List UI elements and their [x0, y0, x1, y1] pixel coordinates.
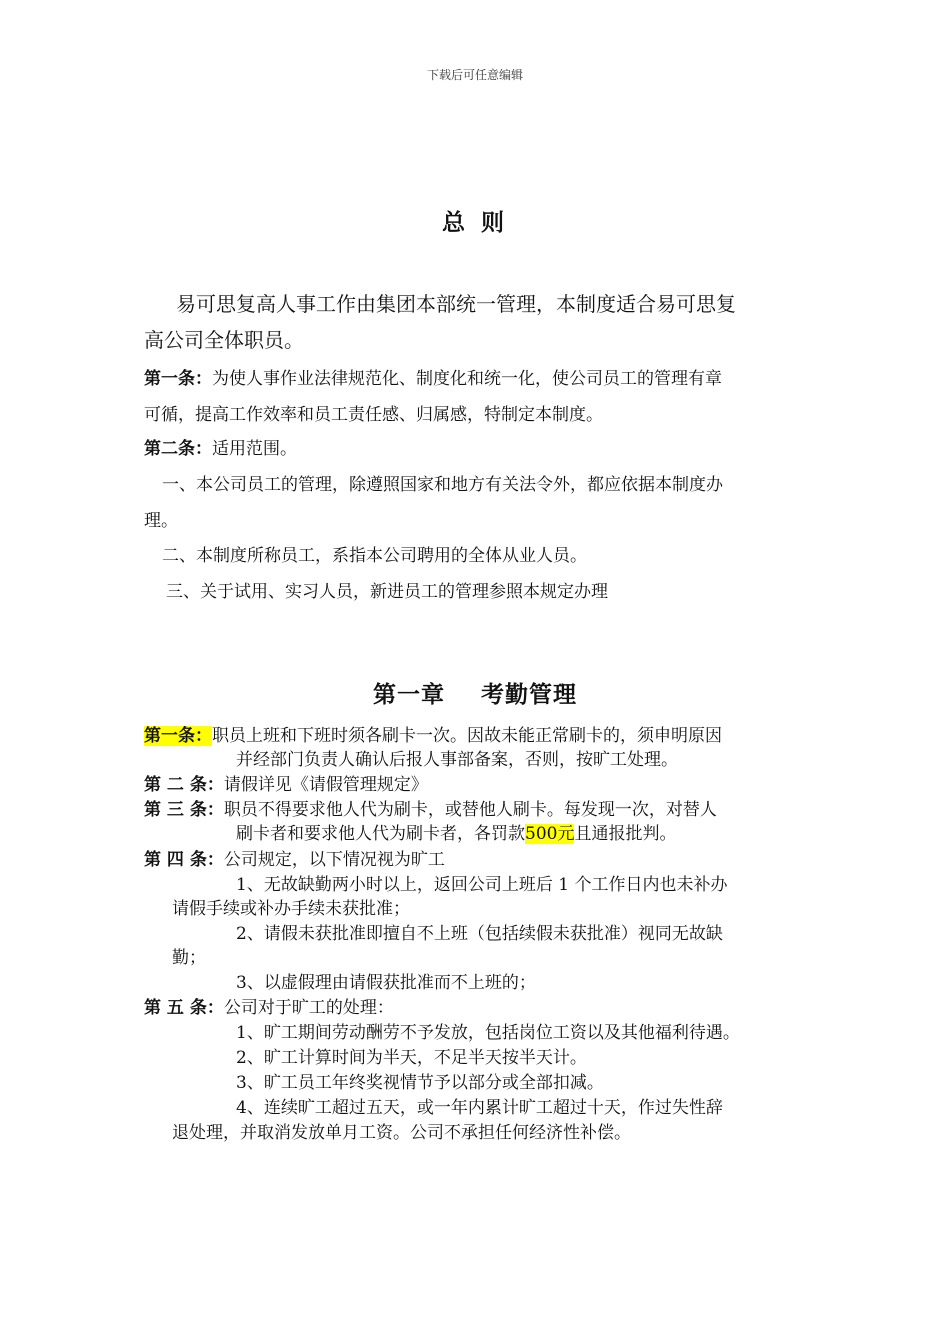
chapter-1-title: 第一章 考勤管理 — [372, 681, 578, 708]
ch1-article-3-text-b: 且通报批判。 — [574, 824, 677, 844]
general-title: 总 则 — [441, 209, 508, 236]
intro-line-1: 易可思复高人事工作由集团本部统一管理，本制度适合易可思复 — [176, 292, 736, 316]
article-2-text: 适用范围。 — [212, 439, 297, 459]
ch1-article-3 — [144, 795, 717, 820]
ch1-article-1-text: 职员上班和下班时须各刷卡一次。因故未能正常刷卡的，须申明原因 — [212, 726, 722, 746]
ch1-article-3-text: 职员不得要求他人代为刷卡，或替他人刷卡。每发现一次，对替人 — [223, 800, 717, 820]
ch1-article-5-text: 公司对于旷工的处理： — [223, 998, 394, 1018]
absence-case-2-cont: 勤； — [172, 948, 206, 968]
absence-case-3: 3、以虚假理由请假获批准而不上班的； — [236, 973, 536, 993]
ch1-article-5 — [144, 993, 394, 1018]
penalty-item-2: 2、旷工计算时间为半天，不足半天按半天计。 — [236, 1048, 587, 1068]
article-1-text: 为使人事作业法律规范化、制度化和统一化，使公司员工的管理有章 — [212, 369, 722, 389]
penalty-item-4: 4、连续旷工超过五天，或一年内累计旷工超过十天，作过失性辞 — [236, 1098, 723, 1118]
intro-line-2: 高公司全体职员。 — [144, 328, 304, 352]
article-1-label: 第一条： — [144, 369, 212, 389]
ch1-article-4-text: 公司规定，以下情况视为旷工 — [223, 850, 445, 870]
ch1-article-3-text-a: 刷卡者和要求他人代为刷卡者，各罚款 — [236, 824, 525, 844]
ch1-article-3-label: 第 三 条： — [144, 800, 224, 820]
ch1-article-3-cont — [236, 819, 676, 844]
penalty-item-4-cont: 退处理，并取消发放单月工资。公司不承担任何经济性补偿。 — [172, 1123, 631, 1143]
article-1 — [144, 364, 722, 389]
penalty-item-3: 3、旷工员工年终奖视情节予以部分或全部扣减。 — [236, 1073, 604, 1093]
absence-case-2: 2、请假未获批准即擅自不上班（包括续假未获批准）视同无故缺 — [236, 924, 723, 944]
header-note: 下载后可任意编辑 — [426, 68, 523, 82]
absence-case-1-cont: 请假手续或补办手续未获批准； — [172, 899, 410, 919]
ch1-article-1 — [144, 721, 722, 746]
absence-case-1: 1、无故缺勤两小时以上，返回公司上班后 1 个工作日内也未补办 — [236, 875, 728, 895]
scope-item-1-cont: 理。 — [144, 511, 178, 531]
scope-item-1: 一、本公司员工的管理，除遵照国家和地方有关法令外，都应依据本制度办 — [162, 475, 723, 495]
article-2-label: 第二条： — [144, 439, 212, 459]
ch1-article-4-label: 第 四 条： — [144, 850, 224, 870]
article-1-cont: 可循，提高工作效率和员工责任感、归属感，特制定本制度。 — [144, 405, 603, 425]
ch1-article-5-label: 第 五 条： — [144, 998, 224, 1018]
fine-amount: 500元 — [525, 824, 575, 844]
ch1-article-1-label: 第一条： — [144, 726, 212, 746]
scope-item-3: 三、关于试用、实习人员，新进员工的管理参照本规定办理 — [166, 582, 608, 602]
ch1-article-2-label: 第 二 条： — [144, 775, 224, 795]
article-2 — [144, 434, 297, 459]
ch1-article-2 — [144, 770, 428, 795]
penalty-item-1: 1、旷工期间劳动酬劳不予发放，包括岗位工资以及其他福利待遇。 — [236, 1023, 740, 1043]
ch1-article-1-cont: 并经部门负责人确认后报人事部备案，否则，按旷工处理。 — [236, 750, 678, 770]
ch1-article-2-text: 请假详见《请假管理规定》 — [223, 775, 428, 795]
ch1-article-4 — [144, 845, 445, 870]
scope-item-2: 二、本制度所称员工，系指本公司聘用的全体从业人员。 — [162, 546, 587, 566]
